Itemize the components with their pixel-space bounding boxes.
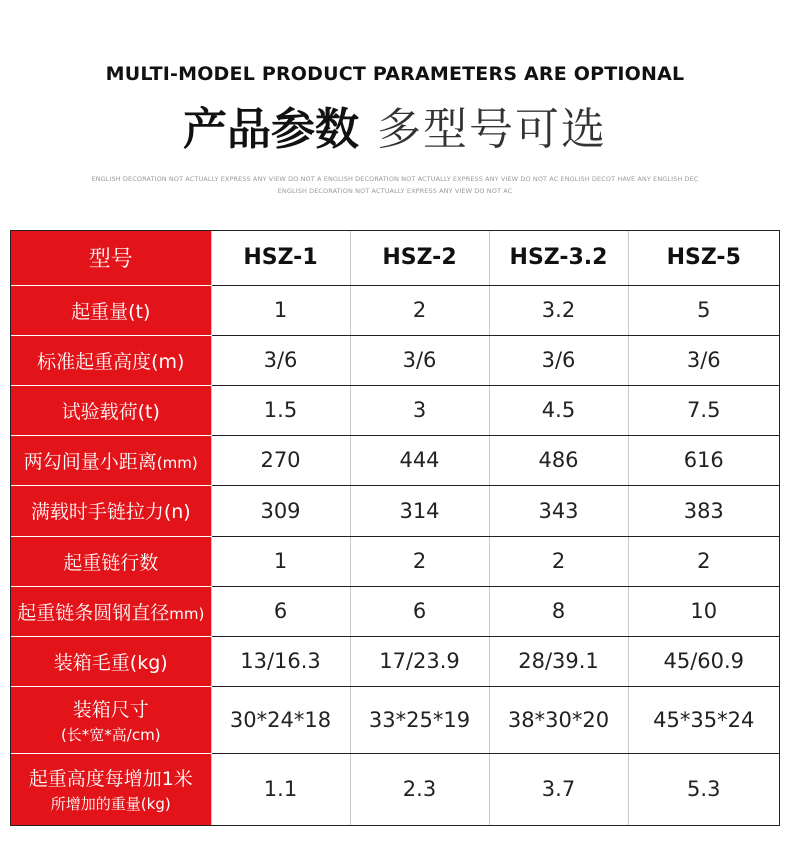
cell-value: 6 (211, 586, 350, 636)
title-chinese (0, 98, 790, 162)
cell-value: 309 (211, 485, 350, 536)
table-row (11, 285, 779, 335)
row-label (11, 435, 211, 485)
row-label-unit: (mm) (156, 453, 198, 472)
model-name: HSZ-1 (211, 231, 350, 285)
cell-value: 2 (489, 536, 628, 586)
cell-value: 3/6 (211, 335, 350, 385)
cell-value: 33*25*19 (350, 686, 489, 753)
cell-value: 38*30*20 (489, 686, 628, 753)
row-label-line1: 起重高度每增加1米 (28, 768, 193, 791)
cell-value: 3/6 (350, 335, 489, 385)
row-label (11, 586, 211, 636)
cell-value: 2 (350, 285, 489, 335)
table-row (11, 536, 779, 586)
row-label: 装箱毛重(kg) (11, 636, 211, 686)
row-label-main: 两勾间量小距离 (23, 450, 157, 473)
row-label (11, 686, 211, 753)
cell-value: 3/6 (489, 335, 628, 385)
cell-value: 30*24*18 (211, 686, 350, 753)
cell-value: 314 (350, 485, 489, 536)
row-label-unit: mm) (169, 604, 205, 623)
cell-value: 444 (350, 435, 489, 485)
cell-value: 13/16.3 (211, 636, 350, 686)
cell-value: 28/39.1 (489, 636, 628, 686)
cell-value: 5 (628, 285, 779, 335)
row-label-line1: 装箱尺寸 (72, 698, 149, 721)
cell-value: 2 (350, 536, 489, 586)
table-row (11, 636, 779, 686)
row-label: 起重链行数 (11, 536, 211, 586)
cell-value: 486 (489, 435, 628, 485)
cell-value: 383 (628, 485, 779, 536)
cell-value: 3.7 (489, 753, 628, 825)
decoration-text-2: ENGLISH DECORATION NOT ACTUALLY EXPRESS ANY VIEW DO NOT AC (277, 187, 513, 195)
row-label-line2: 所增加的重量(kg) (50, 795, 171, 814)
cell-value: 270 (211, 435, 350, 485)
title-chinese-bold: 产品参数 (183, 104, 359, 155)
row-label: 标准起重高度(m) (11, 335, 211, 385)
table-row (11, 435, 779, 485)
cell-value: 616 (628, 435, 779, 485)
row-label-line2: (长*宽*高/cm) (60, 725, 161, 744)
model-name: HSZ-5 (628, 231, 779, 285)
cell-value: 7.5 (628, 385, 779, 435)
cell-value: 5.3 (628, 753, 779, 825)
cell-value: 4.5 (489, 385, 628, 435)
table-row (11, 586, 779, 636)
cell-value: 343 (489, 485, 628, 536)
cell-value: 6 (350, 586, 489, 636)
cell-value: 17/23.9 (350, 636, 489, 686)
table-row (11, 385, 779, 435)
model-name: HSZ-2 (350, 231, 489, 285)
cell-value: 3/6 (628, 335, 779, 385)
row-label-main: 起重链条圆钢直径 (17, 601, 170, 624)
cell-value: 8 (489, 586, 628, 636)
parameters-table (10, 230, 780, 826)
cell-value: 1.5 (211, 385, 350, 435)
cell-value: 1 (211, 285, 350, 335)
cell-value: 3 (350, 385, 489, 435)
table-row (11, 753, 779, 825)
title-chinese-light: 多型号可选 (377, 104, 607, 155)
cell-value: 10 (628, 586, 779, 636)
model-name: HSZ-3.2 (489, 231, 628, 285)
cell-value: 1.1 (211, 753, 350, 825)
table-row (11, 686, 779, 753)
cell-value: 2.3 (350, 753, 489, 825)
title-english: MULTI-MODEL PRODUCT PARAMETERS ARE OPTIONAL (105, 63, 685, 85)
table-row (11, 335, 779, 385)
table-row (11, 485, 779, 536)
row-label: 满载时手链拉力(n) (11, 485, 211, 536)
decoration-text-1: ENGLISH DECORATION NOT ACTUALLY EXPRESS ANY VIEW DO NOT A ENGLISH DECORATION NOT ACTUALLY EXPRESS ANY VIEW DO NOT AC ENGLISH DECOT HAVE ANY ENGLISH DEC (91, 175, 699, 183)
cell-value: 2 (628, 536, 779, 586)
row-label: 起重量(t) (11, 285, 211, 335)
cell-value: 1 (211, 536, 350, 586)
cell-value: 45*35*24 (628, 686, 779, 753)
cell-value: 3.2 (489, 285, 628, 335)
header-label-model: 型号 (11, 231, 211, 285)
row-label (11, 753, 211, 825)
table-header-row (11, 231, 779, 285)
row-label: 试验载荷(t) (11, 385, 211, 435)
cell-value: 45/60.9 (628, 636, 779, 686)
